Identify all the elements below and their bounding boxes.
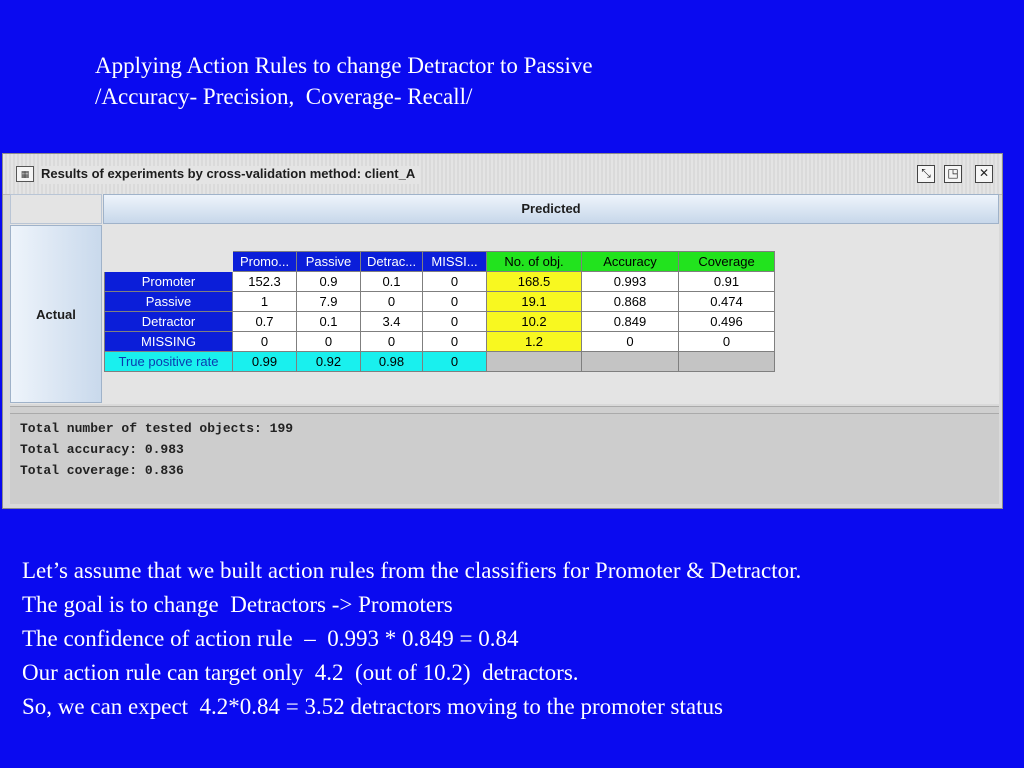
- table-cell-empty: [487, 352, 582, 372]
- summary-total-accuracy: Total accuracy: 0.983: [20, 442, 184, 457]
- table-cell-empty: [582, 352, 679, 372]
- table-row-true-positive-rate: [105, 352, 775, 372]
- table-cell-coverage: 0.91: [679, 272, 775, 292]
- column-header-detractor[interactable]: Detrac...: [361, 252, 423, 272]
- row-header-missing[interactable]: MISSING: [105, 332, 233, 352]
- table-row-passive: [105, 292, 775, 312]
- row-header-true-positive-rate[interactable]: True positive rate: [105, 352, 233, 372]
- confusion-matrix-table: [104, 251, 775, 372]
- table-cell-coverage: 0.496: [679, 312, 775, 332]
- table-cell: 0: [423, 292, 487, 312]
- confusion-matrix-panel: [10, 194, 999, 404]
- column-header-accuracy[interactable]: Accuracy: [582, 252, 679, 272]
- close-icon[interactable]: ✕: [975, 165, 993, 183]
- window-titlebar[interactable]: [3, 154, 1002, 195]
- table-row-promoter: [105, 272, 775, 292]
- table-cell: 0.1: [297, 312, 361, 332]
- actual-label: Actual: [36, 306, 76, 322]
- table-cell-accuracy: 0.849: [582, 312, 679, 332]
- table-cell-no-of-obj: 10.2: [487, 312, 582, 332]
- table-cell: 0: [361, 292, 423, 312]
- table-cell: 0: [423, 332, 487, 352]
- table-cell-tpr: 0.98: [361, 352, 423, 372]
- table-cell-no-of-obj: 168.5: [487, 272, 582, 292]
- body-line-4: Our action rule can target only 4.2 (out of 10.2) detractors.: [22, 660, 579, 685]
- table-cell: 152.3: [233, 272, 297, 292]
- table-row-detractor: [105, 312, 775, 332]
- table-cell: 0.9: [297, 272, 361, 292]
- summary-panel: [10, 414, 999, 504]
- table-cell-accuracy: 0.993: [582, 272, 679, 292]
- row-header-detractor[interactable]: Detractor: [105, 312, 233, 332]
- table-cell-tpr: 0.99: [233, 352, 297, 372]
- table-cell: 0.7: [233, 312, 297, 332]
- slide-title-line-1: Applying Action Rules to change Detractor to Passive: [95, 53, 593, 78]
- table-cell-tpr: 0.92: [297, 352, 361, 372]
- table-cell: 0: [233, 332, 297, 352]
- table-cell: 0: [297, 332, 361, 352]
- table-cell-empty: [679, 352, 775, 372]
- table-cell: 1: [233, 292, 297, 312]
- summary-total-coverage: Total coverage: 0.836: [20, 463, 184, 478]
- actual-header[interactable]: [10, 225, 102, 403]
- table-cell-no-of-obj: 19.1: [487, 292, 582, 312]
- window-title: Results of experiments by cross-validation method: client_A: [41, 166, 421, 184]
- table-cell: 0: [423, 272, 487, 292]
- column-header-promoter[interactable]: Promo...: [233, 252, 297, 272]
- column-header-missing[interactable]: MISSI...: [423, 252, 487, 272]
- table-cell-coverage: 0: [679, 332, 775, 352]
- column-header-coverage[interactable]: Coverage: [679, 252, 775, 272]
- predicted-header[interactable]: Predicted: [103, 194, 999, 224]
- restore-icon[interactable]: ⤡: [917, 165, 935, 183]
- table-cell: 0.1: [361, 272, 423, 292]
- column-header-no-of-obj[interactable]: No. of obj.: [487, 252, 582, 272]
- body-line-2: The goal is to change Detractors -> Promoters: [22, 592, 453, 617]
- row-header-passive[interactable]: Passive: [105, 292, 233, 312]
- table-cell: 0: [423, 312, 487, 332]
- row-header-promoter[interactable]: Promoter: [105, 272, 233, 292]
- summary-tested-objects: Total number of tested objects: 199: [20, 421, 294, 436]
- header-blank-cell: [105, 252, 233, 272]
- panel-splitter[interactable]: [10, 406, 999, 414]
- results-window: [2, 153, 1003, 509]
- table-cell-accuracy: 0: [582, 332, 679, 352]
- body-line-5: So, we can expect 4.2*0.84 = 3.52 detractors moving to the promoter status: [22, 694, 723, 719]
- corner-cell: [10, 194, 102, 224]
- slide-title-line-2: /Accuracy- Precision, Coverage- Recall/: [95, 84, 473, 109]
- table-cell-accuracy: 0.868: [582, 292, 679, 312]
- maximize-icon[interactable]: ◳: [944, 165, 962, 183]
- table-header-row: [105, 252, 775, 272]
- body-line-1: Let’s assume that we built action rules from the classifiers for Promoter & Detractor.: [22, 558, 802, 583]
- table-cell: 7.9: [297, 292, 361, 312]
- table-row-missing: [105, 332, 775, 352]
- table-cell: 0: [361, 332, 423, 352]
- window-app-icon: ▦: [16, 166, 34, 182]
- body-line-3: The confidence of action rule – 0.993 * 0.849 = 0.84: [22, 626, 519, 651]
- slide-title: [95, 50, 915, 112]
- table-cell: 3.4: [361, 312, 423, 332]
- column-header-passive[interactable]: Passive: [297, 252, 361, 272]
- table-cell-no-of-obj: 1.2: [487, 332, 582, 352]
- table-cell-tpr: 0: [423, 352, 487, 372]
- slide-body-text: [22, 554, 1012, 724]
- table-cell-coverage: 0.474: [679, 292, 775, 312]
